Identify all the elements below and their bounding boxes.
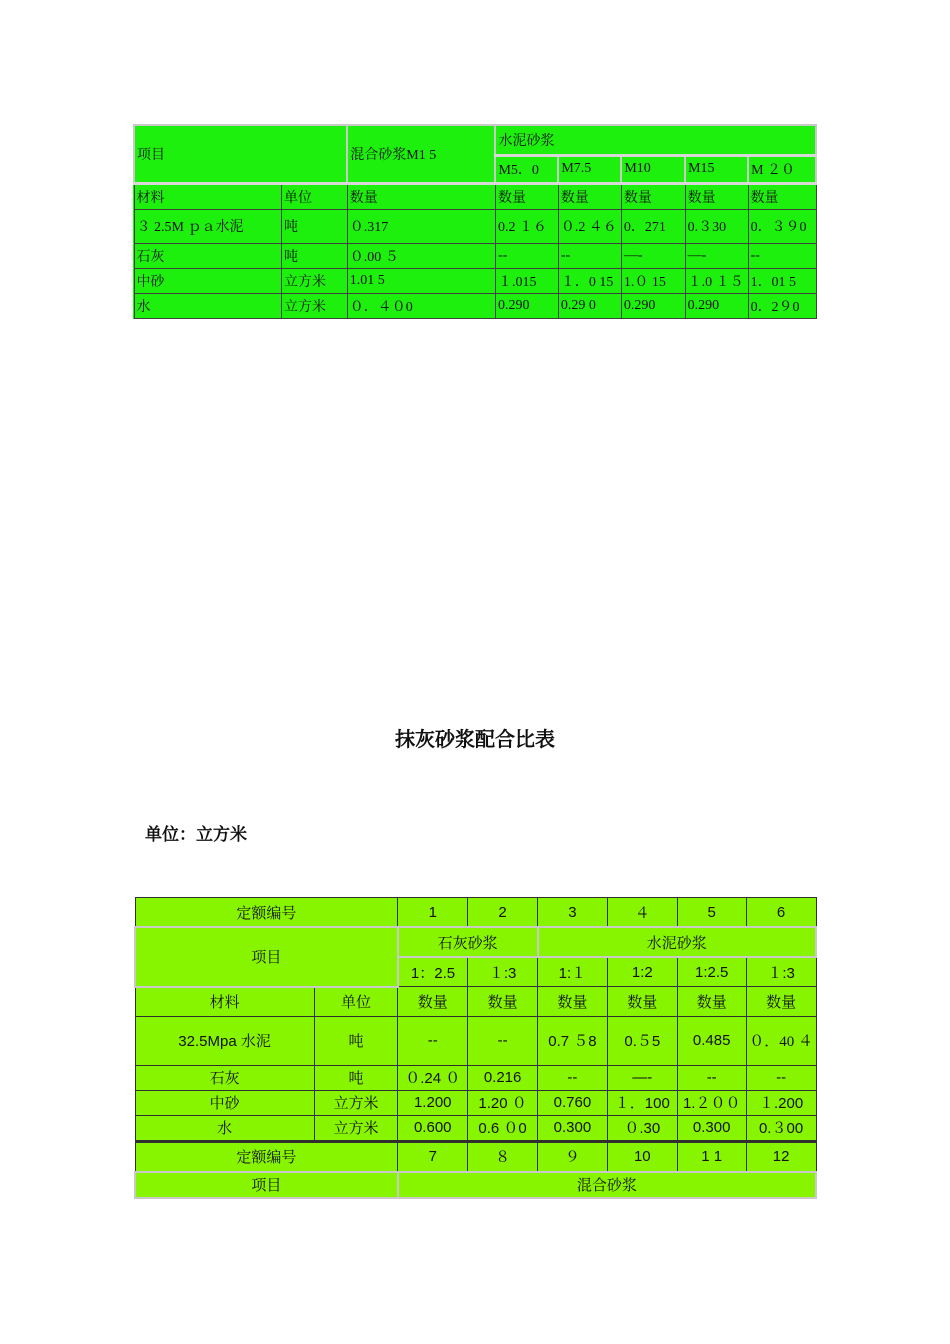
project-label-2: 项目: [135, 1172, 398, 1198]
table-cell: 0.290: [685, 293, 748, 318]
quota-number: 10: [607, 1141, 677, 1172]
quota-number: 7: [398, 1141, 468, 1172]
table-row: [134, 243, 816, 268]
header-cement-mortar: 水泥砂浆: [495, 125, 816, 155]
subheader-cell: 数量: [746, 987, 816, 1017]
table-cell: ０．40 ４: [746, 1016, 816, 1065]
subheader-cell: 数量: [621, 183, 685, 209]
table-row: [134, 293, 816, 318]
table-cell: ０．４０0: [347, 293, 495, 318]
subheader-cell: 数量: [468, 987, 538, 1017]
subheader-cell: 数量: [748, 183, 816, 209]
table-cell: 石灰: [134, 243, 282, 268]
quota-number: ９: [538, 1141, 608, 1172]
subheader-cell: 单位: [314, 987, 398, 1017]
table-cell: 立方米: [314, 1090, 398, 1115]
ratio-cell: 1:2.5: [677, 957, 746, 987]
ratio-cell: 1：2.5: [398, 957, 468, 987]
table-row: [135, 1090, 816, 1115]
quota-label: 定额编号: [135, 898, 398, 928]
table-cell: —-: [607, 1065, 677, 1090]
mortar-mix-table-1: [133, 124, 817, 319]
quota-number: 1: [398, 898, 468, 928]
table-cell: 0.216: [468, 1065, 538, 1090]
quota-number: 6: [746, 898, 816, 928]
subheader-cell: 数量: [495, 183, 558, 209]
table-cell: 0．2９0: [748, 293, 816, 318]
table-cell: １.200: [746, 1090, 816, 1115]
table-cell: 水: [134, 293, 282, 318]
header-project: 项目: [134, 125, 347, 183]
cement-mortar-header: 水泥砂浆: [538, 927, 816, 957]
table-cell: 0.290: [495, 293, 558, 318]
header-mixed-mortar: 混合砂浆M1 5: [347, 125, 495, 183]
subheader-cell: 数量: [538, 987, 608, 1017]
table-cell: 0.2 １６: [495, 209, 558, 243]
subheader-cell: 数量: [607, 987, 677, 1017]
table-cell: １．0 15: [558, 268, 621, 293]
table-cell: ０.2 ４６: [558, 209, 621, 243]
table-cell: 石灰: [135, 1065, 314, 1090]
table-cell: ０.317: [347, 209, 495, 243]
quota-label: 定额编号: [135, 1141, 398, 1172]
table-cell: １.015: [495, 268, 558, 293]
quota-number: 2: [468, 898, 538, 928]
table-cell: ０.30: [607, 1115, 677, 1141]
table-cell: １.0 １５: [685, 268, 748, 293]
table-cell: 0.３00: [746, 1115, 816, 1141]
table-cell: 立方米: [282, 293, 348, 318]
grade-cell: M10: [621, 155, 685, 183]
table-cell: 0.6 ０0: [468, 1115, 538, 1141]
table-cell: 中砂: [135, 1090, 314, 1115]
grade-cell: M ２０: [748, 155, 816, 183]
table-cell: 1.200: [398, 1090, 468, 1115]
table-cell: —-: [685, 243, 748, 268]
table-cell: 中砂: [134, 268, 282, 293]
table-row: [134, 268, 816, 293]
table-cell: 0.３30: [685, 209, 748, 243]
table-cell: 0.760: [538, 1090, 608, 1115]
subheader-row: [135, 987, 816, 1017]
quota-row: [135, 898, 816, 928]
grade-cell: M7.5: [558, 155, 621, 183]
table-row: [135, 1065, 816, 1090]
table-row: [135, 1016, 816, 1065]
table-cell: 吨: [282, 209, 348, 243]
table-row: [135, 1115, 816, 1141]
subheader-cell: 数量: [347, 183, 495, 209]
lime-mortar-header: 石灰砂浆: [398, 927, 538, 957]
quota-number: ８: [468, 1141, 538, 1172]
table-cell: 32.5Mpa 水泥: [135, 1016, 314, 1065]
table-cell: 0.５5: [607, 1016, 677, 1065]
table-cell: 0．271: [621, 209, 685, 243]
table-cell: 0.7 ５8: [538, 1016, 608, 1065]
table-cell: ３ 2.5M ｐａ水泥: [134, 209, 282, 243]
subheader-cell: 材料: [135, 987, 314, 1017]
table-cell: --: [677, 1065, 746, 1090]
table-cell: 立方米: [314, 1115, 398, 1141]
table-cell: --: [468, 1016, 538, 1065]
ratio-cell: 1:2: [607, 957, 677, 987]
table-cell: 1.20 ０: [468, 1090, 538, 1115]
ratio-cell: 1:１: [538, 957, 608, 987]
subheader-cell: 数量: [677, 987, 746, 1017]
subheader-row: [134, 183, 816, 209]
mixed-mortar-header: 混合砂浆: [398, 1172, 816, 1198]
table-cell: 0.290: [621, 293, 685, 318]
table-cell: 0.600: [398, 1115, 468, 1141]
grade-cell: M5．0: [495, 155, 558, 183]
grade-cell: M15: [685, 155, 748, 183]
table-cell: 1.01 5: [347, 268, 495, 293]
subheader-cell: 数量: [398, 987, 468, 1017]
table-cell: 吨: [314, 1016, 398, 1065]
table-cell: --: [746, 1065, 816, 1090]
table-cell: —-: [621, 243, 685, 268]
table-cell: 水: [135, 1115, 314, 1141]
quota-number: ４: [607, 898, 677, 928]
table-cell: １．100: [607, 1090, 677, 1115]
table-cell: ０.00 ５: [347, 243, 495, 268]
table-cell: --: [748, 243, 816, 268]
quota-number: 12: [746, 1141, 816, 1172]
subheader-cell: 数量: [558, 183, 621, 209]
ratio-cell: １:3: [746, 957, 816, 987]
subheader-cell: 数量: [685, 183, 748, 209]
quota-row-2: [135, 1141, 816, 1172]
table-cell: 0.29 0: [558, 293, 621, 318]
table-cell: 吨: [314, 1065, 398, 1090]
table-cell: 1.２００: [677, 1090, 746, 1115]
table-cell: --: [398, 1016, 468, 1065]
table-cell: ０.24 ０: [398, 1065, 468, 1090]
table-row: [134, 209, 816, 243]
table-cell: 0.300: [677, 1115, 746, 1141]
quota-number: 5: [677, 898, 746, 928]
subheader-cell: 单位: [282, 183, 348, 209]
table-cell: 立方米: [282, 268, 348, 293]
project-label: 项目: [135, 927, 398, 987]
table-cell: 0．３９0: [748, 209, 816, 243]
page-title: 抹灰砂浆配合比表: [395, 729, 555, 751]
quota-number: 3: [538, 898, 608, 928]
table-cell: 0.300: [538, 1115, 608, 1141]
subheader-cell: 材料: [134, 183, 282, 209]
unit-label: 单位：立方米: [145, 825, 247, 844]
table-cell: 1.０ 15: [621, 268, 685, 293]
table-cell: 吨: [282, 243, 348, 268]
ratio-cell: １:3: [468, 957, 538, 987]
plaster-mortar-table: [134, 897, 817, 1199]
table-cell: 0.485: [677, 1016, 746, 1065]
quota-number: 1 1: [677, 1141, 746, 1172]
table-cell: --: [495, 243, 558, 268]
table-cell: --: [538, 1065, 608, 1090]
table-cell: --: [558, 243, 621, 268]
table-cell: 1．01 5: [748, 268, 816, 293]
